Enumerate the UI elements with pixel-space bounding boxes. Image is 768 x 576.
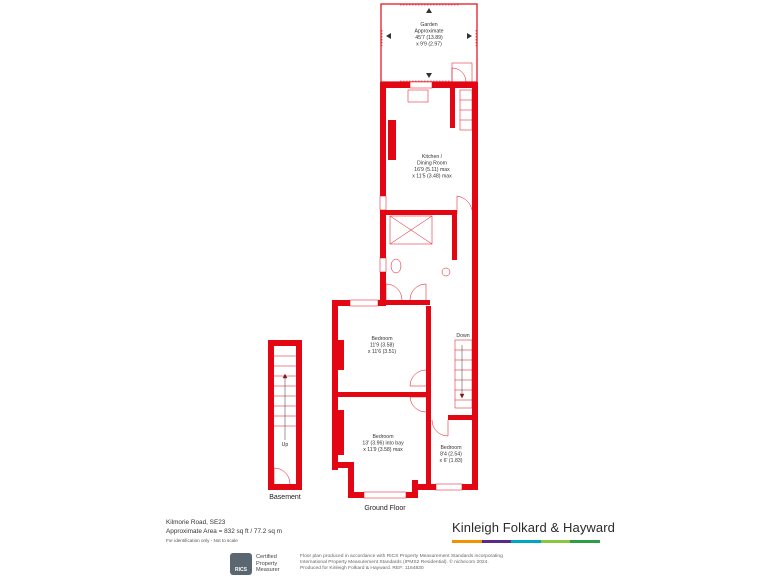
bedroom1-label: Bedroom — [371, 336, 393, 342]
bedroom3-dim1: 8'4 (2.54) — [440, 451, 462, 458]
ground-floor-label: Ground Floor — [364, 505, 406, 512]
stairs-down-label: Down — [456, 333, 470, 339]
brand-bar-lime — [541, 540, 571, 543]
svg-text:Bedroom8'4 (2.54)x 6' (1.83) — [440, 445, 463, 464]
property-info — [166, 518, 282, 545]
stairs-basement — [274, 356, 296, 484]
rics-logo-text: RICS — [235, 567, 247, 573]
kitchen-dim2: x 11'5 (3.48) max — [412, 173, 452, 180]
approximate-area: Approximate Area = 832 sq ft / 77.2 sq m — [166, 528, 282, 535]
bedroom3-label: Bedroom — [440, 445, 462, 451]
svg-text:Bedroom11'9 (3.58)x 11'6 (3.51 — [368, 336, 397, 355]
disclaimer-line2: International Property Measurement Standards (IPMS2 Residential). © nichecom 2024. — [300, 560, 489, 566]
garden-label: Garden — [420, 22, 438, 28]
fixtures — [336, 90, 472, 470]
kitchen-label: Kitchen / — [421, 154, 443, 160]
basement-label: Basement — [269, 494, 301, 501]
bedroom1-dim2: x 11'6 (3.51) — [367, 349, 397, 355]
bedroom2-label: Bedroom — [372, 434, 394, 440]
rics-badge — [230, 553, 280, 575]
stairs-ground — [455, 90, 472, 408]
brand-bar-cyan — [511, 540, 541, 543]
stairs-up-label: Up — [281, 442, 289, 448]
brand-bar-purple — [482, 540, 512, 543]
disclaimer-line3: Produced for Kinleigh Folkard & Hayward. REF: 1164830 — [300, 566, 424, 572]
rics-line1: Certified — [256, 554, 277, 561]
rics-line2: Property — [256, 560, 278, 567]
disclaimer — [300, 554, 550, 573]
address: Kilmorie Road, SE23 — [166, 519, 226, 526]
brand-name: Kinleigh Folkard & Hayward — [452, 520, 616, 535]
bedroom3-dim2: x 6' (1.83) — [439, 458, 463, 464]
disclaimer-line1: Floor plan produced in accordance with RICS Property Measurement Standards incorporating — [300, 554, 503, 559]
rics-caption — [256, 554, 280, 573]
bedroom2-dim2: x 11'9 (3.58) max — [363, 447, 403, 453]
kitchen-dim1: 16'9 (5.11) max — [414, 167, 450, 173]
garden-line1: Approximate — [414, 28, 444, 35]
bedroom2-dim1: 13' (3.96) into bay — [362, 440, 404, 447]
rics-badge-icon — [230, 553, 252, 575]
identification-note: For identification only - Not to scale — [166, 538, 238, 543]
garden-dim2: x 9'9 (2.97) — [416, 41, 442, 48]
brand-color-bar — [452, 540, 600, 543]
kitchen-line1: Dining Room — [417, 160, 447, 167]
brand-bar-green — [570, 540, 600, 543]
svg-text:GardenApproximate45'7 (13.89)x — [414, 22, 443, 48]
rics-line3: Measurer — [256, 567, 280, 574]
svg-text:Bedroom13' (3.96) into bayx 11 — [362, 434, 404, 453]
svg-text:Kitchen /Dining Room16'9 (5.11 — [412, 154, 452, 180]
ground-floor-walls — [332, 82, 478, 498]
brand-bar-orange — [452, 540, 482, 543]
garden-dim1: 45'7 (13.89) — [415, 35, 443, 41]
bedroom1-dim1: 11'9 (3.58) — [369, 342, 395, 349]
